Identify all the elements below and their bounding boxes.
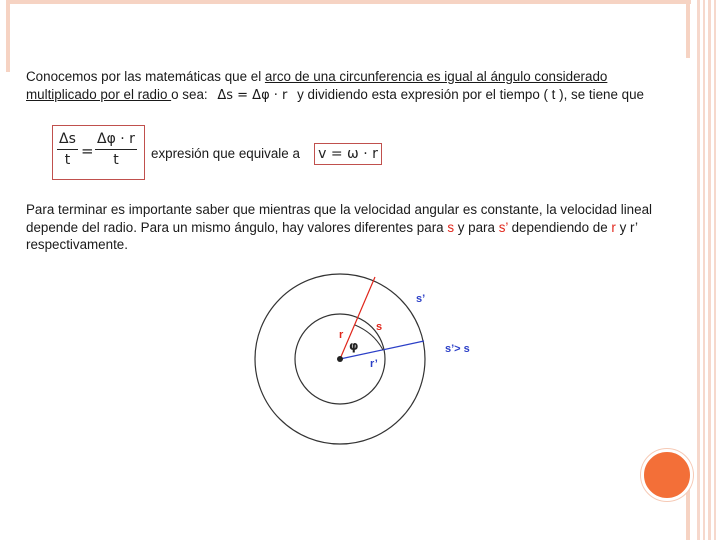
decor-rails xyxy=(697,0,720,540)
p1-line1-underlined: arco de una circunferencia es igual al ángulo considerado xyxy=(264,69,608,84)
decor-orange-circle xyxy=(641,449,693,501)
center-point xyxy=(337,356,343,362)
p2-s: s xyxy=(447,219,455,235)
p1-line1-prefix: Conocemos por las matemáticas que el xyxy=(26,69,265,84)
decor-frame-right xyxy=(686,0,690,58)
fraction-right-denominator: t xyxy=(113,152,119,168)
label-s-compare: s’> s xyxy=(445,343,470,355)
p2-s-prime: s’ xyxy=(498,219,508,235)
decor-frame-left xyxy=(6,0,10,72)
label-s-prime: s’ xyxy=(416,293,426,305)
label-s: s xyxy=(376,321,383,333)
p2-part3: dependiendo de xyxy=(507,219,612,235)
fraction-left xyxy=(57,131,78,168)
p1-line2-suffix: y dividiendo esta expresión por el tiempo ( t ), se tiene que xyxy=(293,86,644,102)
p1-line2-underlined: multiplicado por el radio xyxy=(26,86,172,102)
p2-part4: y r’ respectivamente. xyxy=(26,219,638,252)
paragraph-conclusion xyxy=(26,201,691,254)
fraction-equals: = xyxy=(81,142,94,160)
fraction-right xyxy=(95,131,137,168)
label-r-prime: r’ xyxy=(370,358,378,370)
label-r: r xyxy=(339,329,344,341)
p1-line2-middle: o sea: xyxy=(171,86,208,102)
equivalence-text: expresión que equivale a xyxy=(151,146,300,161)
p2-part1: Para terminar es importante saber que mientras que la velocidad angular es constante, la velocidad lineal depende del radio. Para un mismo ángulo, hay valores diferentes para xyxy=(26,202,652,235)
p2-r: r xyxy=(611,219,616,235)
fraction-right-numerator: Δφ · r xyxy=(97,131,135,147)
label-phi: φ xyxy=(349,339,359,353)
fraction-left-numerator: Δs xyxy=(59,131,76,147)
concentric-circles-diagram xyxy=(255,270,470,470)
velocity-formula-box: v = ω · r xyxy=(314,143,382,165)
inline-formula: Δs = Δφ · r xyxy=(217,87,288,103)
p2-part2: y para xyxy=(454,219,499,235)
paragraph-arc-definition xyxy=(26,68,691,104)
decor-frame-top xyxy=(6,0,691,4)
fraction-left-denominator: t xyxy=(64,152,71,168)
fraction-formula-box xyxy=(52,125,145,180)
